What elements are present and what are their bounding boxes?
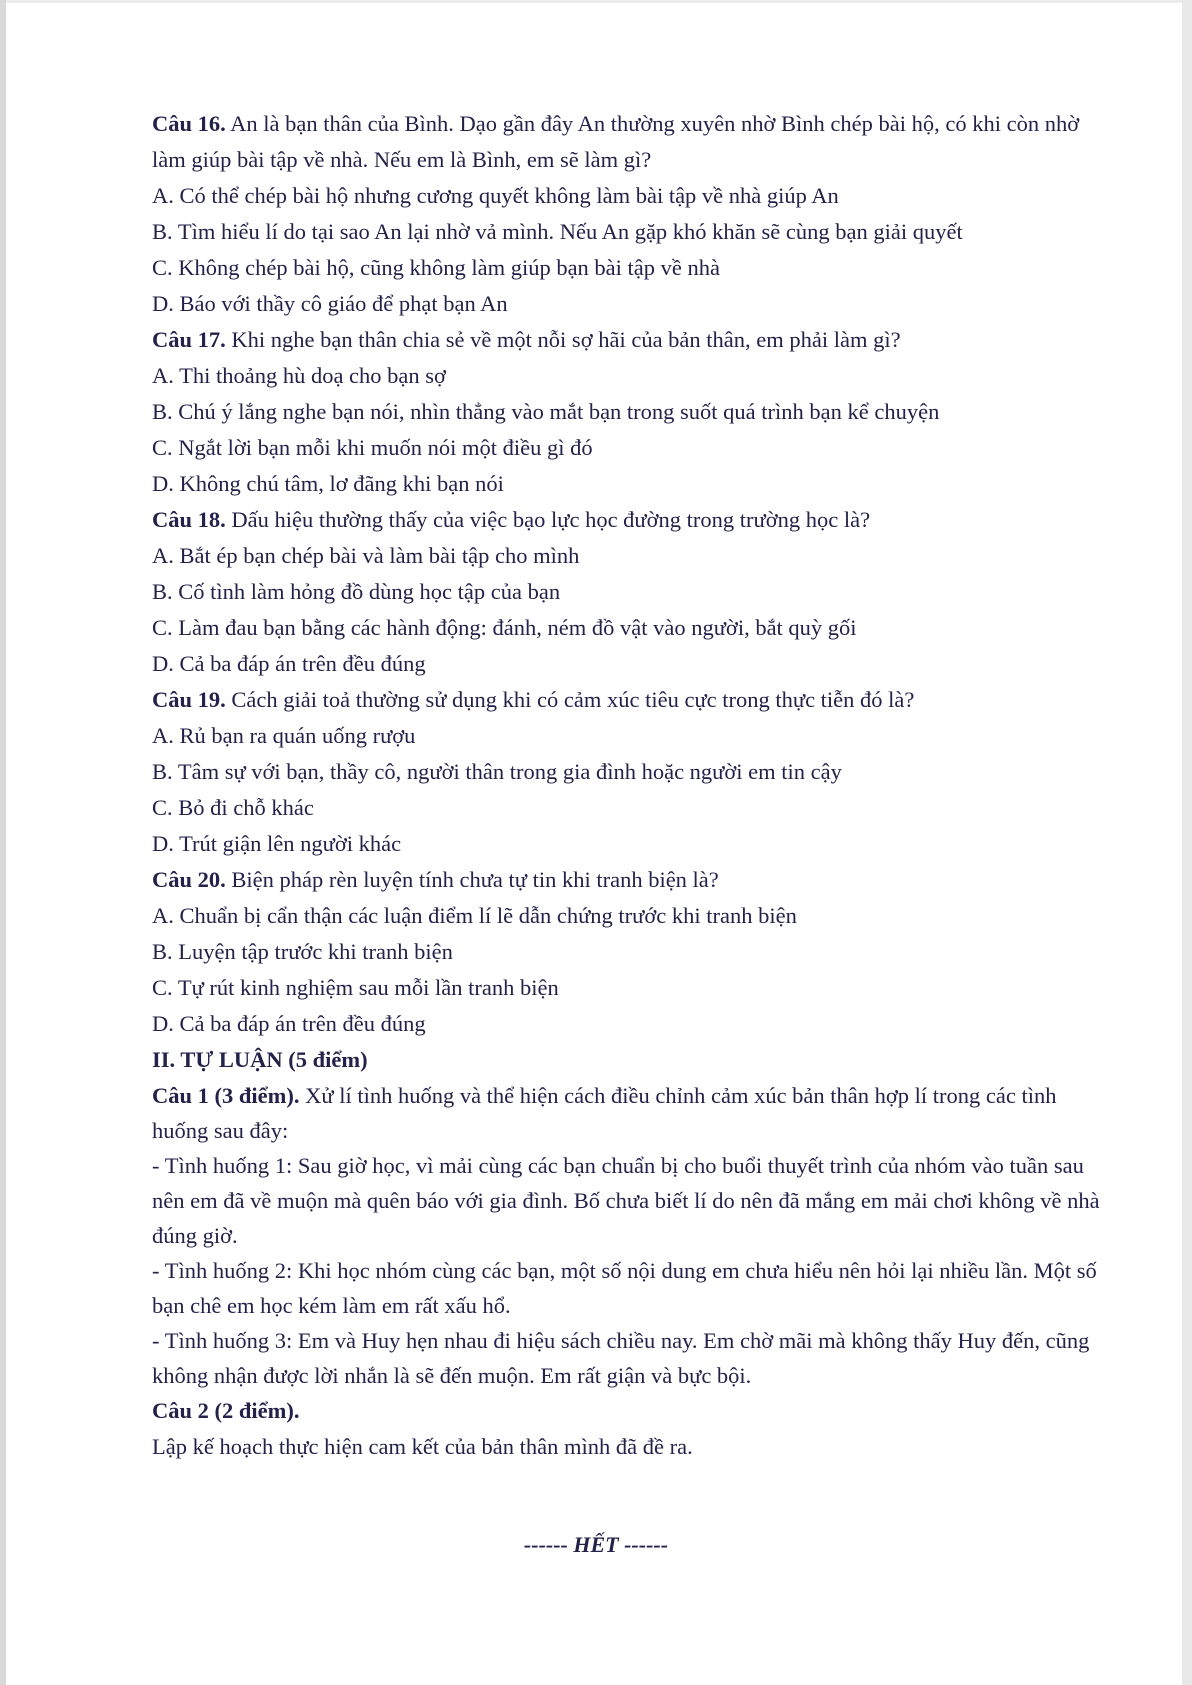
- end-mark: ------ HẾT ------: [523, 1532, 669, 1557]
- option-c: C. Tự rút kinh nghiệm sau mỗi lần tranh biện: [152, 975, 559, 1000]
- scan-edge-left: [0, 0, 6, 1685]
- option-b: B. Luyện tập trước khi tranh biện: [152, 939, 453, 964]
- option-a: A. Có thể chép bài hộ nhưng cương quyết không làm bài tập về nhà giúp An: [152, 183, 839, 208]
- option-b: B. Chú ý lắng nghe bạn nói, nhìn thẳng vào mắt bạn trong suốt quá trình bạn kể chuyện: [152, 399, 940, 424]
- question-20: [152, 862, 1117, 1042]
- exam-page: [152, 106, 1117, 1464]
- question-label: Câu 18.: [152, 507, 226, 532]
- scan-edge-right: [1182, 0, 1192, 1685]
- question-17: [152, 322, 1117, 502]
- option-a: A. Bắt ép bạn chép bài và làm bài tập cho mình: [152, 543, 580, 568]
- option-b: B. Tâm sự với bạn, thầy cô, người thân trong gia đình hoặc người em tin cậy: [152, 759, 842, 784]
- option-d: D. Không chú tâm, lơ đãng khi bạn nói: [152, 471, 504, 496]
- option-a: A. Thi thoảng hù doạ cho bạn sợ: [152, 363, 446, 388]
- question-text: [152, 862, 1117, 898]
- question-18: [152, 502, 1117, 682]
- option-b: B. Cố tình làm hỏng đồ dùng học tập của bạn: [152, 579, 561, 604]
- option-a: A. Chuẩn bị cẩn thận các luận điểm lí lẽ dẫn chứng trước khi tranh biện: [152, 903, 797, 928]
- essay-question-2-text: Lập kế hoạch thực hiện cam kết của bản thân mình đã đề ra.: [152, 1434, 693, 1459]
- option-a: A. Rủ bạn ra quán uống rượu: [152, 723, 416, 748]
- option-c: C. Bỏ đi chỗ khác: [152, 795, 314, 820]
- essay-question-1: [152, 1078, 1117, 1148]
- essay-question-1-label: Câu 1 (3 điểm).: [152, 1083, 300, 1108]
- situation-3: - Tình huống 3: Em và Huy hẹn nhau đi hiệu sách chiều nay. Em chờ mãi mà không thấy Huy đến, cũng không nhận được lời nhắn là sẽ đến muộn. Em rất giận và bực bội.: [152, 1328, 1090, 1388]
- question-label: Câu 20.: [152, 867, 226, 892]
- option-d: D. Cả ba đáp án trên đều đúng: [152, 651, 426, 676]
- question-body: Dấu hiệu thường thấy của việc bạo lực học đường trong trường học là?: [231, 507, 871, 532]
- essay-question-2-label: Câu 2 (2 điểm).: [152, 1398, 300, 1423]
- option-c: C. Ngắt lời bạn mỗi khi muốn nói một điều gì đó: [152, 435, 593, 460]
- question-text: [152, 502, 1117, 538]
- essay-question-1-text: Xử lí tình huống và thể hiện cách điều chỉnh cảm xúc bản thân hợp lí trong các tình huống sau đây:: [152, 1083, 1057, 1143]
- question-16: [152, 106, 1117, 322]
- question-body: Khi nghe bạn thân chia sẻ về một nỗi sợ hãi của bản thân, em phải làm gì?: [231, 327, 901, 352]
- question-19: [152, 682, 1117, 862]
- question-text: [152, 322, 1117, 358]
- option-c: C. Không chép bài hộ, cũng không làm giúp bạn bài tập về nhà: [152, 255, 721, 280]
- question-label: Câu 16.: [152, 111, 226, 136]
- question-body: Cách giải toả thường sử dụng khi có cảm xúc tiêu cực trong thực tiễn đó là?: [231, 687, 915, 712]
- situation-2: - Tình huống 2: Khi học nhóm cùng các bạn, một số nội dung em chưa hiểu nên hỏi lại nhiều lần. Một số bạn chê em học kém làm em rất xấu hổ.: [152, 1258, 1097, 1318]
- question-label: Câu 17.: [152, 327, 226, 352]
- scan-edge-top: [0, 0, 1192, 3]
- question-body: Biện pháp rèn luyện tính chưa tự tin khi tranh biện là?: [231, 867, 719, 892]
- option-c: C. Làm đau bạn bằng các hành động: đánh, ném đồ vật vào người, bắt quỳ gối: [152, 615, 857, 640]
- question-text: [152, 682, 1117, 718]
- situation-1: - Tình huống 1: Sau giờ học, vì mải cùng các bạn chuẩn bị cho buổi thuyết trình của nhóm vào tuần sau nên em đã về muộn mà quên báo với gia đình. Bố chưa biết lí do nên đã mắng em mải chơi không về nhà đúng giờ.: [152, 1153, 1100, 1248]
- option-d: D. Cả ba đáp án trên đều đúng: [152, 1011, 426, 1036]
- option-d: D. Báo với thầy cô giáo để phạt bạn An: [152, 291, 508, 316]
- section-title: II. TỰ LUẬN (5 điểm): [152, 1047, 368, 1072]
- question-text: [152, 106, 1117, 178]
- option-d: D. Trút giận lên người khác: [152, 831, 402, 856]
- question-label: Câu 19.: [152, 687, 226, 712]
- option-b: B. Tìm hiểu lí do tại sao An lại nhờ vả mình. Nếu An gặp khó khăn sẽ cùng bạn giải quyết: [152, 219, 963, 244]
- question-body: An là bạn thân của Bình. Dạo gần đây An thường xuyên nhờ Bình chép bài hộ, có khi còn nhờ làm giúp bài tập về nhà. Nếu em là Bình, em sẽ làm gì?: [152, 111, 1080, 172]
